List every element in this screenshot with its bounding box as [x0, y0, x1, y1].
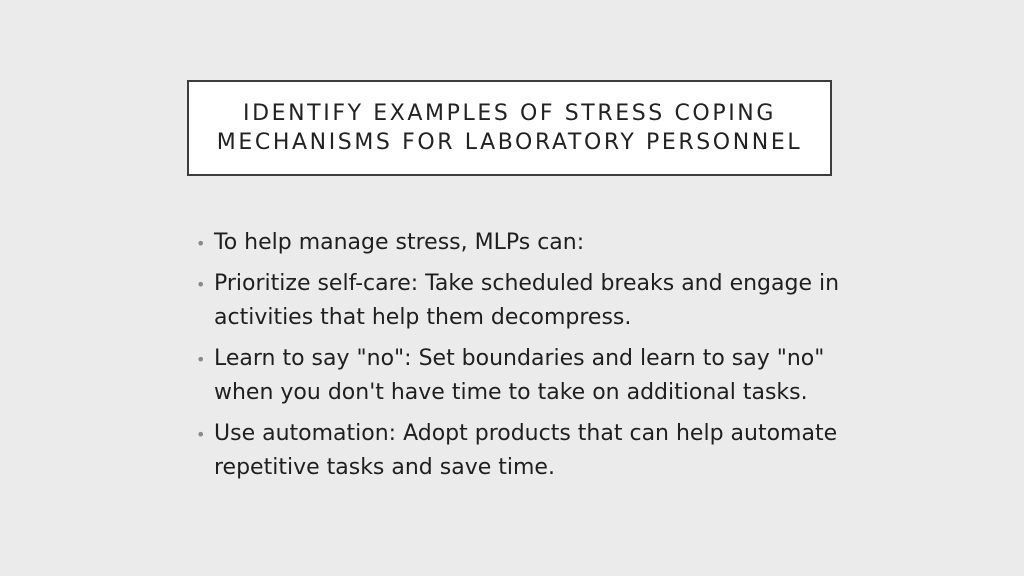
bullet-item	[192, 342, 842, 410]
title-box	[187, 80, 832, 176]
bullet-icon: •	[196, 234, 206, 253]
slide-content	[192, 226, 842, 492]
slide-title: IDENTIFY EXAMPLES OF STRESS COPING MECHANISMS FOR LABORATORY PERSONNEL	[216, 101, 803, 155]
bullet-text: Learn to say "no": Set boundaries and learn to say "no" when you don't have time to take on additional tasks.	[214, 346, 825, 405]
bullet-item	[192, 226, 842, 260]
bullet-list	[192, 226, 842, 485]
bullet-item	[192, 267, 842, 335]
bullet-icon: •	[196, 350, 206, 369]
bullet-text: Use automation: Adopt products that can help automate repetitive tasks and save time.	[214, 421, 838, 480]
bullet-item	[192, 417, 842, 485]
bullet-icon: •	[196, 275, 206, 294]
bullet-text: Prioritize self-care: Take scheduled breaks and engage in activities that help them decompress.	[214, 271, 840, 330]
bullet-text: To help manage stress, MLPs can:	[214, 230, 585, 255]
bullet-icon: •	[196, 425, 206, 444]
